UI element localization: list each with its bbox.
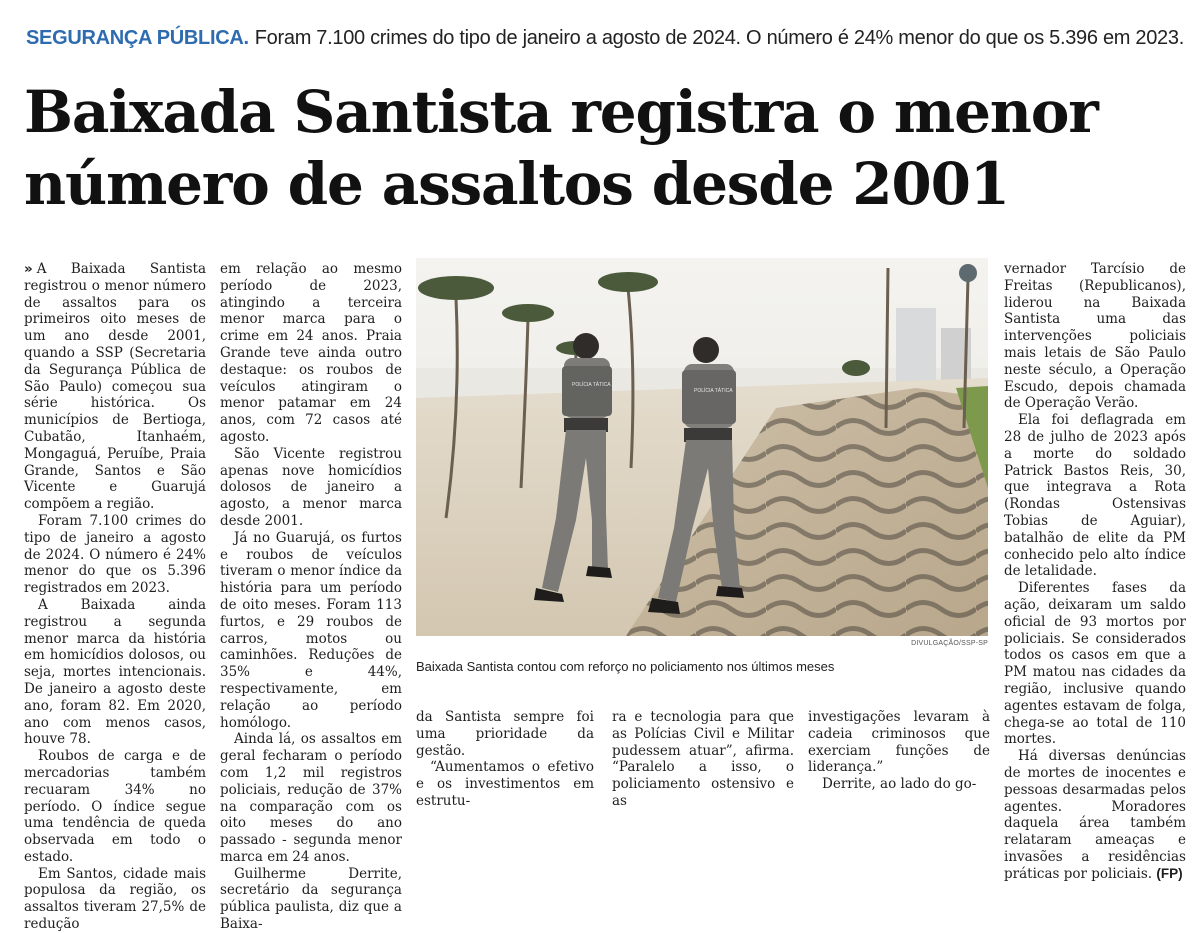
photo-credit: DIVULGAÇÃO/SSP-SP (911, 640, 988, 647)
article-column-6 (1004, 261, 1186, 882)
paragraph: “Aumentamos o efetivo e os investimentos em estrutu- (416, 759, 594, 809)
headline (24, 76, 1184, 220)
vest-label-right: POLÍCIA TÁTICA (694, 388, 733, 394)
vest-label-left: POLÍCIA TÁTICA (572, 382, 611, 388)
headline-line-1: Baixada Santista registra o menor (24, 78, 1098, 146)
article-column-5 (808, 709, 990, 793)
kicker (26, 24, 1186, 52)
kicker-lead: Foram 7.100 crimes do tipo de janeiro a agosto de 2024. O número é 24% menor do que os 5.396 em 2023. (254, 27, 1184, 49)
author-signature: (FP) (1156, 865, 1183, 881)
article-column-3 (416, 709, 594, 810)
paragraph: Derrite, ao lado do go- (822, 776, 977, 793)
paragraph: » A Baixada Santista registrou o menor número de assaltos para os primeiros oito meses de um ano desde 2001, quando a SSP (Secretaria da Segurança Pública de São Paulo) começou sua série histórica. Os municípios de Bertioga, Cubatão, Itanhaém, Mongaguá, Peruíbe, Praia Grande, Santos e São Vicente e Guarujá compõem a região. (24, 261, 206, 513)
paragraph: Roubos de carga e de mercadorias também recuaram 34% no período. O índice segue uma tendência de queda observada em todo o estado. (24, 748, 206, 865)
paragraph: Há diversas denúncias de mortes de inocentes e pessoas desarmadas pelos agentes. Moradores daquela área também relataram ameaças e invasões a residências práticas por policiais. (FP) (1004, 748, 1186, 882)
paragraph: ra e tecnologia para que as Polícias Civil e Militar pudessem atuar”, afirma. “Paralelo a isso, o policiamento ostensivo e as (612, 709, 794, 809)
paragraph: Em Santos, cidade mais populosa da região, os assaltos tiveram 27,5% de redução (24, 865, 206, 933)
paragraph: investigações levaram à cadeia criminosos que exerciam funções de liderança.” (808, 709, 990, 776)
article-photo (416, 258, 988, 636)
paragraph: da Santista sempre foi uma prioridade da gestão. (416, 709, 594, 759)
photo-caption: Baixada Santista contou com reforço no policiamento nos últimos meses (416, 659, 835, 674)
paragraph: Já no Guarujá, os furtos e roubos de veículos tiveram o menor índice da história para um período de oito meses. Foram 113 furtos, e 29 roubos de carros, motos ou caminhões. Reduções de 35% e 44%, respectivamente, em relação ao período homólogo. (220, 529, 402, 731)
paragraph: em relação ao mesmo período de 2023, atingindo a terceira menor marca para o crime em 24 anos. Praia Grande teve ainda outro destaque: os roubos de veículos atingiram o menor patamar em 24 anos, com 72 casos até agosto. (220, 261, 402, 445)
article-column-2 (220, 261, 402, 933)
article-start-marker-icon: » (24, 261, 33, 277)
paragraph: A Baixada ainda registrou a segunda menor marca da história em homicídios dolosos, ou seja, mortes intencionais. De janeiro a agosto deste ano, foram 82. Em 2020, ano com menos casos, houve 78. (24, 596, 206, 748)
police-patrol-photo (416, 258, 988, 636)
paragraph: Ainda lá, os assaltos em geral fecharam o período com 1,2 mil registros policiais, redução de 37% na comparação com os oito meses do ano passado - segunda menor marca em 24 anos. (220, 731, 402, 865)
headline-line-2: número de assaltos desde 2001 (24, 150, 1009, 218)
paragraph: vernador Tarcísio de Freitas (Republicanos), liderou na Baixada Santista uma das intervenções policiais mais letais de São Paulo neste século, a Operação Escudo, depois chamada de Operação Verão. (1004, 261, 1186, 412)
paragraph: Foram 7.100 crimes do tipo de janeiro a agosto de 2024. O número é 24% menor do que os 5.396 registrados em 2023. (24, 512, 206, 597)
paragraph: Guilherme Derrite, secretário da segurança pública paulista, diz que a Baixa- (220, 865, 402, 933)
paragraph: São Vicente registrou apenas nove homicídios dolosos de janeiro a agosto, a menor marca desde 2001. (220, 445, 402, 529)
article-column-4 (612, 709, 794, 810)
paragraph: Diferentes fases da ação, deixaram um saldo oficial de 93 mortos por policiais. Se considerados todos os casos em que a PM matou nas cidades da região, inclusive quando agentes estavam de folga, chega-se ao total de 110 mortes. (1004, 580, 1186, 748)
article-column-1 (24, 261, 206, 933)
section-tag: SEGURANÇA PÚBLICA. (26, 27, 249, 49)
paragraph: Ela foi deflagrada em 28 de julho de 2023 após a morte do soldado Patrick Bastos Reis, 30, que integrava a Rota (Rondas Ostensivas Tobias de Aguiar), batalhão de elite da PM conhecido pelo alto índice de letalidade. (1004, 412, 1186, 580)
